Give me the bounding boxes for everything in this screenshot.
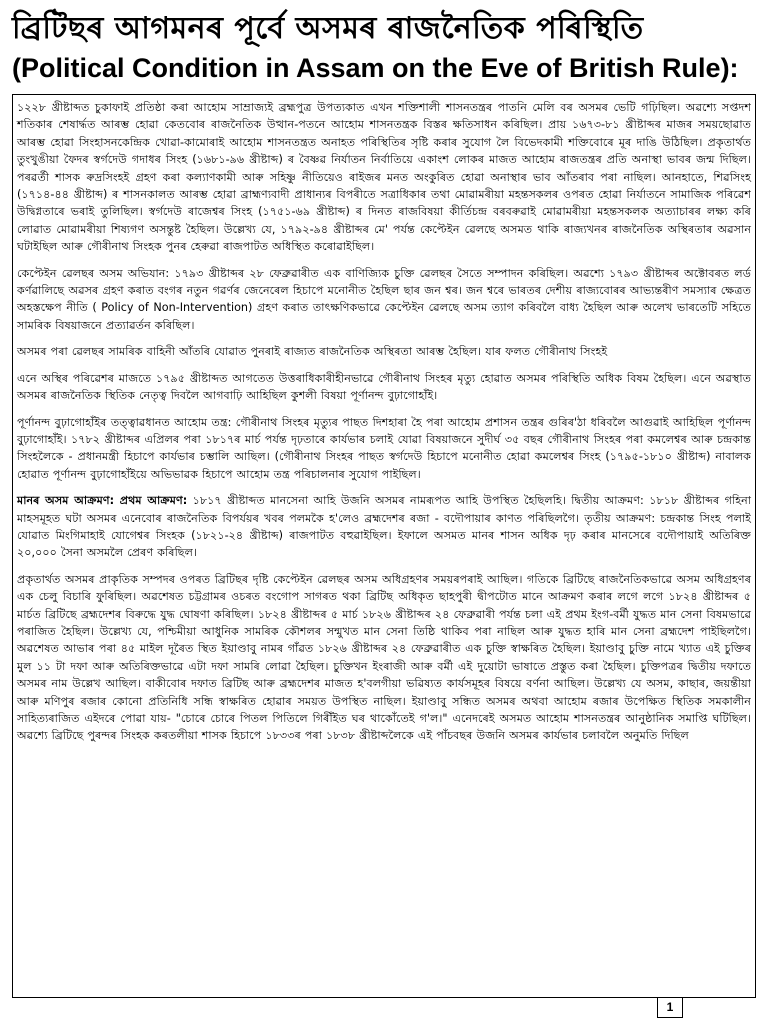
paragraph-burmese-invasions <box>17 492 751 562</box>
paragraph-lead: মানৰ অসম আক্ৰমণ: প্ৰথম আক্ৰমণ: <box>17 494 188 508</box>
paragraph-yandabo-treaty <box>17 571 751 745</box>
paragraph-text: এনে অস্থিৰ পৰিৱেশৰ মাজতে ১৭৯৫ খ্ৰীষ্টাব্দত আগতেত উত্তৰাধিকাৰীহীনভাৱে গৌৰীনাথ সিংহৰ মৃত্যু হোৱাত অসমৰ পৰিস্থিতি অধিক বিষম হৈছিল। এনে অৱস্থাত অসমৰ ৰাজনৈতিক স্থিতিক নেতৃত্ব দিবলৈ আগবাঢ়ি আহিছিল কুশলী বিষয়া পূৰ্ণানন্দ বুঢ়াগোহাঁই। <box>17 371 751 403</box>
paragraph-welsh-expedition <box>17 265 751 335</box>
paragraph-gaurinath-death <box>17 370 751 405</box>
page-title-english: (Political Condition in Assam on the Eve of British Rule): <box>12 53 739 83</box>
paragraph-purnananda <box>17 414 751 484</box>
paragraph-text: কেপ্টেইন ৱেলছৰ অসম অভিযান: ১৭৯৩ খ্ৰীষ্টাব্দৰ ২৮ ফেব্ৰুৱাৰীত এক বাণিজ্যিক চুক্তি ৱেলছৰ সৈতে সম্পাদন কৰিছিল। অৱশ্যে ১৭৯৩ খ্ৰীষ্টাব্দৰ অক্টোবৰত লৰ্ড কৰ্ণৱালিছে অৱসৰ গ্ৰহণ কৰাত বংগৰ নতুন গৱৰ্ণৰ জেনেৰেল হিচাপে মনোনীত হৈছিল ছাৰ জন শ্বৰ। জন শ্বৰে ভাৰতৰ দেশীয় ৰাজ্যবোৰৰ আভ্যন্তৰীণ সমস্যাৰ ক্ষেত্ৰত অহস্তক্ষেপ নীতি ( Policy of Non-Intervention) গ্ৰহণ কৰাত তাৎক্ষণিকভাৱে কেপ্টেইন ৱেলছে অসম ত্যাগ কৰিবলৈ বাধ্য হৈছিল আৰু অলেখ ভাৰতেটি সহিতে সামৰিক বিষয়াজনে প্ৰত্যাৱৰ্তন কৰিছিল। <box>17 266 751 332</box>
content-box <box>12 94 756 998</box>
paragraph-instability <box>17 343 751 360</box>
paragraph-text: ১৮১৭ খ্ৰীষ্টাব্দত মানসেনা আহি উজনি অসমৰ নামৰূপত আহি উপস্থিত হৈছিলহি। দ্বিতীয় আক্ৰমণ: ১৮১৮ খ্ৰীষ্টাব্দৰ গহিনা মাহসমূহত ঘটা অসমৰ এনেবোৰ ৰাজনৈতিক বিপৰ্যয়ৰ খবৰ পলমকৈ হ'লেও ব্ৰহ্মদেশৰ ৰজা - বদৌপায়াৰ কাণত পৰিছিলগৈ। তৃতীয় আক্ৰমণ: চন্দ্ৰকান্ত সিংহ পলাই যোৱাত মিংগিমাহাই যোগেশ্বৰ সিংহক (১৮২১-২৪ খ্ৰীষ্টাব্দ) ৰাজপাটত বহুৱাইছিল। ইফালে অসমত মানৰ শাসন অধিক দৃঢ় কৰাৰ মানসেৰে বদৌপায়াই অতিৰিক্ত ২০,০০০ সৈনা অসমলৈ প্ৰেৰণ কৰিছিল। <box>17 494 751 560</box>
paragraph-text: ১২২৮ খ্ৰীষ্টাব্দত চুকাফাই প্ৰতিষ্ঠা কৰা আহোম সাম্ৰাজ্যই ব্ৰহ্মপুত্ৰ উপত্যকাত এখন শক্তিশালী শাসনতন্ত্ৰৰ পাতনি মেলি বৰ অসমৰ ভেটি গঢ়িছিল। অৱশ্যে সপ্তদশ শতিকাৰ শেষাৰ্দ্ধত আৰম্ভ হোৱা কেতবোৰ ৰাজনৈতিক উত্থান-পতনে আহোম শাসনতন্ত্ৰক বিস্তৰ ক্ষতিসাধন কৰিছিল। প্ৰায় ১৬৭৩-৮১ খ্ৰীষ্টাব্দৰ মাজৰ সময়ছোৱাত আৰম্ভ হোৱা সিংহাসনকেন্দ্ৰিক খোৱা-কামোৰাই আহোম শাসনতন্ত্ৰত অনাহত পৰিস্থিতিৰ সৃষ্টি কৰাৰ সুযোগ লৈ বিভেদকামী শক্তিবোৰে মূৰ দাঙি উঠিছিল। প্ৰকৃতাৰ্থত তুংখুঙীয়া ফৈদৰ স্বৰ্গদেউ গদাধৰ সিংহ (১৬৮১-৯৬ খ্ৰীষ্টাব্দ) ৰ বৈষ্ণৱ নিৰ্যাতন নিৰ্বাতিয়ে একাংশ লোকৰ মাজত আহোম ৰাজতন্ত্ৰৰ প্ৰতি অনাস্থা ভাবৰ জন্ম দিছিল। পৰৱৰ্তী শাসক ৰুদ্ৰসিংহই গ্ৰহণ কৰা কল্যাণকামী আৰু সহিষ্ণু নীতিয়েও ৰাইজৰ মনত অংকুৰিত হোৱা অনাস্থাৰ ভাব আঁতৰাব পৰা নাছিল। আনহাতে, শিৱসিংহ (১৭১৪-৪৪ খ্ৰীষ্টাব্দ) ৰ শাসনকালত আৰম্ভ হোৱা ব্ৰাহ্মণ্যবাদী প্ৰাধান্যৰ বিপৰীতে সত্ৰাধিকাৰ তথা মোৱামৰীয়া মহন্তসকলৰ ওপৰত হোৱা নিৰ্যাতনে সামাজিক পৰিৱেশ উদ্বিগ্নতাৰে ভৰাই তুলিছিল। স্বৰ্গদেউ ৰাজেশ্বৰ সিংহ (১৭৫১-৬৯ খ্ৰীষ্টাব্দ) ৰ দিনত ৰাজবিষয়া কীৰ্তিচন্দ্ৰ বৰবৰুৱাই মোৱামৰীয়া মহন্তসকলক অত্যাচাৰৰ লক্ষ্য কৰি লোৱাত মোৱামৰীয়া শিষ্যগণ অসন্তুষ্ট হৈছিল। উল্লেখ্য যে, ১৭৯২-৯৪ খ্ৰীষ্টাব্দৰ মে' পৰ্যন্ত কেপ্টেইন ৱেলছে অসমত থাকি ৰাজ্যখনৰ ৰাজনৈতিক অস্থিৰতাৰ অৱসান ঘটাইছিল আৰু গৌৰীনাথ সিংহক পুনৰ হেৰুৱা ৰাজপাটত অধিস্থিত কৰোৱাইছিল। <box>17 101 751 254</box>
paragraph-text: প্ৰকৃতাৰ্থত অসমৰ প্ৰাকৃতিক সম্পদৰ ওপৰত ব্ৰিটিছৰ দৃষ্টি কেপ্টেইন ৱেলছৰ অসম অধিগ্ৰহণৰ সময়ৰপৰাই আছিল। গতিকে ব্ৰিটিছে ৰাজনৈতিকভাৱে অসম অধিগ্ৰহণৰ এক চেলু বিচাৰি ফুৰিছিল। অৱশেষত চট্টগ্ৰামৰ ওচৰত বংগোপ সাগৰত থকা ব্ৰিটিছ অধিকৃত ছাহপুৰী দ্বীপটোত মানে আক্ৰমণ কৰাৰ লগে লগে ১৮২৪ খ্ৰীষ্টাব্দৰ ৫ মাৰ্চত ব্ৰিটিছে ব্ৰহ্মদেশৰ বিৰুদ্ধে যুদ্ধ ঘোষণা কৰিছিল। ১৮২৪ খ্ৰীষ্টাব্দৰ ৫ মাৰ্চ ১৮২৬ খ্ৰীষ্টাব্দৰ ২৪ ফেব্ৰুৱাৰী পৰ্যন্ত চলা এই প্ৰথম ইংগ-বৰ্মী যুদ্ধত মান সেনা বিষমভাৱে পৰাজিত হৈছিল। উল্লেখ্য যে, পশ্চিমীয়া আধুনিক সামৰিক কৌশলৰ সন্মুখত মান সেনা তিষ্ঠি থাকিব পৰা নাছিল আৰু যুদ্ধত হাৰি মান সেনা ব্ৰহ্মদেশ পাইছিলগৈ। অৱশেষত আভাৰ পৰা ৪৫ মাইল দূৰৈত স্থিত ইয়াণ্ডাবু নামৰ গাঁৱত ১৮২৬ খ্ৰীষ্টাব্দৰ ২৪ ফেব্ৰুৱাৰীত এক চুক্তি স্বাক্ষৰিত হৈছিল। ইয়াণ্ডাবু চুক্তি নামে খ্যাত এই চুক্তিৰ মুল ১১ টা দফা আৰু অতিৰিক্তভাৱে এটা দফা সামৰি লোৱা হৈছিল। চুক্তিখন ইংৰাজী আৰু বৰ্মী এই দুয়োটা ভাষাতে প্ৰস্তুত কৰা হৈছিল। চুক্তিপত্ৰৰ দ্বিতীয় দফাতে অসমৰ নাম উল্লেখ আছিল। বাকীবোৰ দফাত ব্ৰিটিছ আৰু ব্ৰহ্মদেশৰ মাজত হ'বলগীয়া ভৱিষ্যত কাৰ্যসমূহৰ বিষয়ে বৰ্ণনা আছিল। উল্লেখ্য যে অসম, কাছাৰ, জয়ন্তীয়া আৰু মণিপুৰ ৰজাৰ কোনো প্ৰতিনিধি সন্ধি স্বাক্ষৰিত হোৱাৰ সময়ত উপস্থিত নাছিল। ইয়াণ্ডাবু সন্ধিত অসমৰ অথবা আহোম ৰজাৰ উপেক্ষিত স্থিতিক সমকালীন সাহিত্যৰাজিত এইদৰে পোৱা যায়- "চোৰে চোৰে পিতল পিতিলে গিৰীঁইত ঘৰ থাকোঁতেই গ'ল।" এনেদৰেই অসমত আহোম শাসনতন্ত্ৰৰ আনুষ্ঠানিক সমাপ্তি ঘটিছিল। অৱশ্যে ব্ৰিটিছে পুৰন্দৰ সিংহক কৰতলীয়া শাসক হিচাপে ১৮৩৩ৰ পৰা ১৮৩৮ খ্ৰীষ্টাব্দলৈকে এই পাঁচবছৰ উজনি অসমৰ কাৰ্যভাৰ চলাবলৈ অনুমতি দিছিল <box>17 572 751 743</box>
paragraph-ahom-background <box>17 99 751 256</box>
paragraph-text: অসমৰ পৰা ৱেলছৰ সামৰিক বাহিনী আঁতৰি যোৱাত পুনৰাই ৰাজ্যত ৰাজনৈতিক অস্থিৰতা আৰম্ভ হৈছিল। যাৰ ফলত গৌৰীনাথ সিংহই <box>17 345 608 359</box>
page-number: 1 <box>657 997 683 1018</box>
paragraph-text: পূৰ্ণানন্দ বুঢ়াগোহাঁইৰ তত্ত্বাৱধানত আহোম তন্ত্ৰ: গৌৰীনাথ সিংহৰ মৃত্যুৰ পাছত দিশহাৰা হৈ পৰা আহোম প্ৰশাসন তন্ত্ৰৰ গুৰিৰ'ঠা ধৰিবলৈ আগুৱাই আহিছিল পূৰ্ণানন্দ বুঢ়াগোহাঁই। ১৭৮২ খ্ৰীষ্টাব্দৰ এপ্ৰিলৰ পৰা ১৮১৭ৰ মাৰ্চ পৰ্যন্ত দৃঢ়তাৰে কাৰ্যভাৰ চলাই যোৱা বিষয়াজনে সুদীৰ্ঘ ৩৫ বছৰ গৌৰীনাথ সিংহৰ পৰা কমলেশ্বৰ আৰু চন্দ্ৰকান্ত সিংহলৈকে - প্ৰধানমন্ত্ৰী হিচাপে কাৰ্যভাৰ চম্ভালি আছিল। (গৌৰীনাথ সিংহৰ পাছত স্বৰ্গদেউ হিচাপে মনোনীত হোৱা কমলেশ্বৰ সিংহ (১৭৯৫-১৮১০ খ্ৰীষ্টাব্দ) নাবালক হোৱাত পূৰ্ণানন্দ বুঢ়াগোহাঁইয়ে অভিভাৱক হিচাপে আহোম তন্ত্ৰ পৰিচালনাৰ সুযোগ পাইছিল। <box>17 415 751 481</box>
page-title-assamese: ব্ৰিটিছৰ আগমনৰ পূৰ্বে অসমৰ ৰাজনৈতিক পৰিস্থিতি <box>12 11 644 46</box>
